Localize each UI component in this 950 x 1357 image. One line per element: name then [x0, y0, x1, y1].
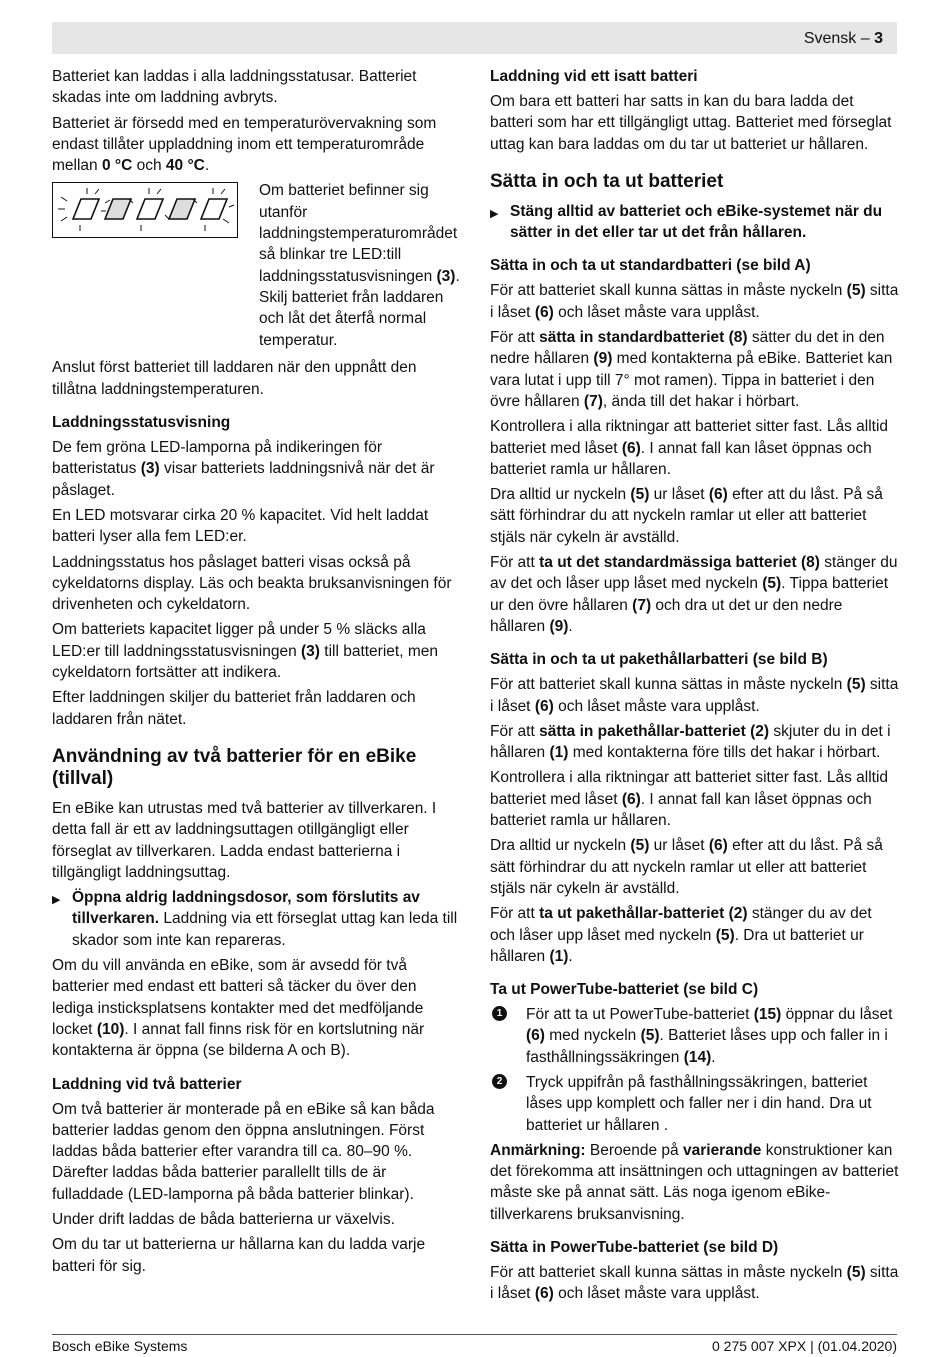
- section-heading: Sätta in och ta ut pakethållarbatteri (se bild B): [490, 651, 828, 669]
- temperature-warning-text: Om batteriet befinner sig utanför laddningstemperaturområdet så blinkar tre LED:till laddningsstatusvisningen (3). Skilj batteriet från laddaren och låt det återfå normal temperatur.: [259, 182, 460, 349]
- paragraph: Kontrollera i alla riktningar att batteriet sitter fast. Lås alltid batteriet med låset (6). I annat fall kan låset öppnas och batteriet ramla ur hållaren.: [490, 418, 889, 478]
- numbered-step: 2 Tryck uppifrån på fasthållningssäkringen, batteriet låses upp komplett och faller ner i din hand. Dra ut batteriet ur hållaren .: [490, 1072, 900, 1136]
- page-header: [52, 22, 897, 54]
- paragraph: För att ta ut det standardmässiga batteriet (8) stänger du av det och låser upp låset med nyckeln (5). Tippa batteriet ur den övre hållaren (7) och dra ut det ur den nedre hållaren (9).: [490, 554, 898, 635]
- section-heading: Laddning vid två batterier: [52, 1075, 242, 1093]
- paragraph: Anslut först batteriet till laddaren när den uppnått den tillåtna laddningstemperaturen.: [52, 359, 417, 398]
- footer-divider: [52, 1334, 897, 1335]
- step-number-icon: 2: [492, 1074, 507, 1089]
- footer-docref: 0 275 007 XPX | (01.04.2020): [712, 1338, 897, 1354]
- warning-bullet: ▶ Stäng alltid av batteriet och eBike-systemet när du sätter in det eller tar ut det från hållaren.: [490, 202, 883, 242]
- right-column: [490, 66, 900, 1309]
- paragraph: För att sätta in pakethållar-batteriet (2) skjuter du in det i hållaren (1) med kontakterna före tills det hakar i hörbart.: [490, 722, 891, 762]
- triangle-right-icon: ▶: [490, 207, 499, 220]
- section-heading: Sätta in och ta ut batteriet: [490, 170, 724, 192]
- paragraph: Dra alltid ur nyckeln (5) ur låset (6) efter att du låst. På så sätt förhindrar du att nyckeln ramlar ut eller att batteriet stjäls när cykeln är avställd.: [490, 837, 883, 897]
- paragraph: Under drift laddas de båda batterierna ur växelvis.: [52, 1210, 395, 1228]
- paragraph: En eBike kan utrustas med två batterier av tillverkaren. I detta fall är ett av laddningsuttagen otillgängligt eller förseglat av tillverkaren. Ladda endast batterierna i tillgängligt laddningsuttag.: [52, 799, 437, 881]
- section-heading: Användning av två batterier för en eBike (tillval): [52, 745, 417, 789]
- section-heading: Laddning vid ett isatt batteri: [490, 68, 698, 85]
- paragraph: För att batteriet skall kunna sättas in måste nyckeln (5) sitta i låset (6) och låset måste vara upplåst.: [490, 676, 899, 715]
- page-number: 3: [874, 30, 883, 47]
- section-heading: Laddningsstatusvisning: [52, 414, 231, 432]
- section-heading: Ta ut PowerTube-batteriet (se bild C): [490, 981, 759, 999]
- note-paragraph: Anmärkning: Beroende på varierande konstruktioner kan det förekomma att insättningen och uttagningen av batteriet måste ske på annat sätt. Läs noga igenom eBike-tillverkarens bruksanvisning.: [490, 1141, 899, 1223]
- blinking-led-icon: [52, 182, 238, 238]
- section-heading: Sätta in PowerTube-batteriet (se bild D): [490, 1239, 779, 1257]
- paragraph: Efter laddningen skiljer du batteriet från laddaren och laddaren från nätet.: [52, 689, 416, 728]
- paragraph: För att batteriet skall kunna sättas in måste nyckeln (5) sitta i låset (6) och låset måste vara upplåst.: [490, 282, 899, 321]
- warning-bullet: ▶ Öppna aldrig laddningsdosor, som förslutits av tillverkaren. Laddning via ett förseglat uttag kan leda till skador som inte kan repareras.: [52, 889, 458, 949]
- paragraph: Om bara ett batteri har satts in kan du bara ladda det batteri som har ett tillgängligt uttag. Batteriet med förseglat uttag kan bara laddas om du tar ut batteriet ur hållaren.: [490, 93, 892, 153]
- header-language: Svensk –: [803, 30, 870, 47]
- paragraph: För att ta ut pakethållar-batteriet (2) stänger du av det och låser upp låset med nyckeln (5). Dra ut batteriet ur hållaren (1).: [490, 905, 872, 965]
- paragraph: För att batteriet skall kunna sättas in måste nyckeln (5) sitta i låset (6) och låset måste vara upplåst.: [490, 1264, 899, 1303]
- paragraph: De fem gröna LED-lamporna på indikeringen för batteristatus (3) visar batteriets laddningsnivå när det är påslaget.: [52, 439, 435, 499]
- numbered-step: 1 För att ta ut PowerTube-batteriet (15) öppnar du låset (6) med nyckeln (5). Batteriet låses upp och faller in i fasthållningssäkringen (14).: [490, 1004, 900, 1068]
- paragraph: Om batteriets kapacitet ligger på under 5 % släcks alla LED:er till laddningsstatusvisningen (3) till batteriet, men cykeldatorn fortsätter att indikera.: [52, 621, 438, 682]
- section-heading: Sätta in och ta ut standardbatteri (se bild A): [490, 257, 811, 275]
- paragraph: Om två batterier är monterade på en eBike så kan båda batterier laddas genom den öppna anslutningen. Först laddas båda batterier efter varandra till ca. 80–90 %. Därefter laddas båda batterier parallellt tills de är fulladdade (LED-lamporna på båda batterier blinkar).: [52, 1100, 435, 1203]
- paragraph: Kontrollera i alla riktningar att batteriet sitter fast. Lås alltid batteriet med låset (6). I annat fall kan låset öppnas och batteriet ramla ur hållaren.: [490, 769, 889, 830]
- paragraph: Om du tar ut batterierna ur hållarna kan du ladda varje batteri för sig.: [52, 1236, 426, 1275]
- paragraph: Dra alltid ur nyckeln (5) ur låset (6) efter att du låst. På så sätt förhindrar du att nyckeln ramlar ut eller att batteriet stjäls när cykeln är avställd.: [490, 486, 883, 546]
- triangle-right-icon: ▶: [52, 894, 61, 907]
- paragraph: Batteriet kan laddas i alla laddningsstatusar. Batteriet skadas inte om laddning avbryts.: [52, 68, 417, 107]
- paragraph: Om du vill använda en eBike, som är avsedd för två batterier med endast ett batteri så täcker du över den lediga insticksplatsens kontakter med det medföljande locket (10). I annat fall finns risk för en kortslutning när kontakterna är öppna (se bilderna A och B).: [52, 957, 425, 1060]
- left-column: [52, 66, 462, 1281]
- paragraph: Laddningsstatus hos påslaget batteri visas också på cykeldatorns display. Läs och beakta bruksanvisningen för drivenheten och cykeldatorn.: [52, 553, 452, 614]
- step-number-icon: 1: [492, 1006, 507, 1021]
- footer-brand: Bosch eBike Systems: [52, 1338, 188, 1354]
- temperature-warning-block: [52, 180, 462, 353]
- paragraph: En LED motsvarar cirka 20 % kapacitet. Vid helt laddat batteri lyser alla fem LED:er.: [52, 506, 429, 546]
- paragraph: Batteriet är försedd med en temperaturövervakning som endast tillåter uppladdning inom ett temperaturområde mellan 0 °C och 40 °C.: [52, 114, 437, 175]
- paragraph: För att sätta in standardbatteriet (8) sätter du det in den nedre hållaren (9) med kontakterna på eBike. Batteriet kan vara lutat i upp till 7° mot ramen). Tippa in batteriet i den övre hållaren (7), ända till det hakar i hörbart.: [490, 329, 893, 410]
